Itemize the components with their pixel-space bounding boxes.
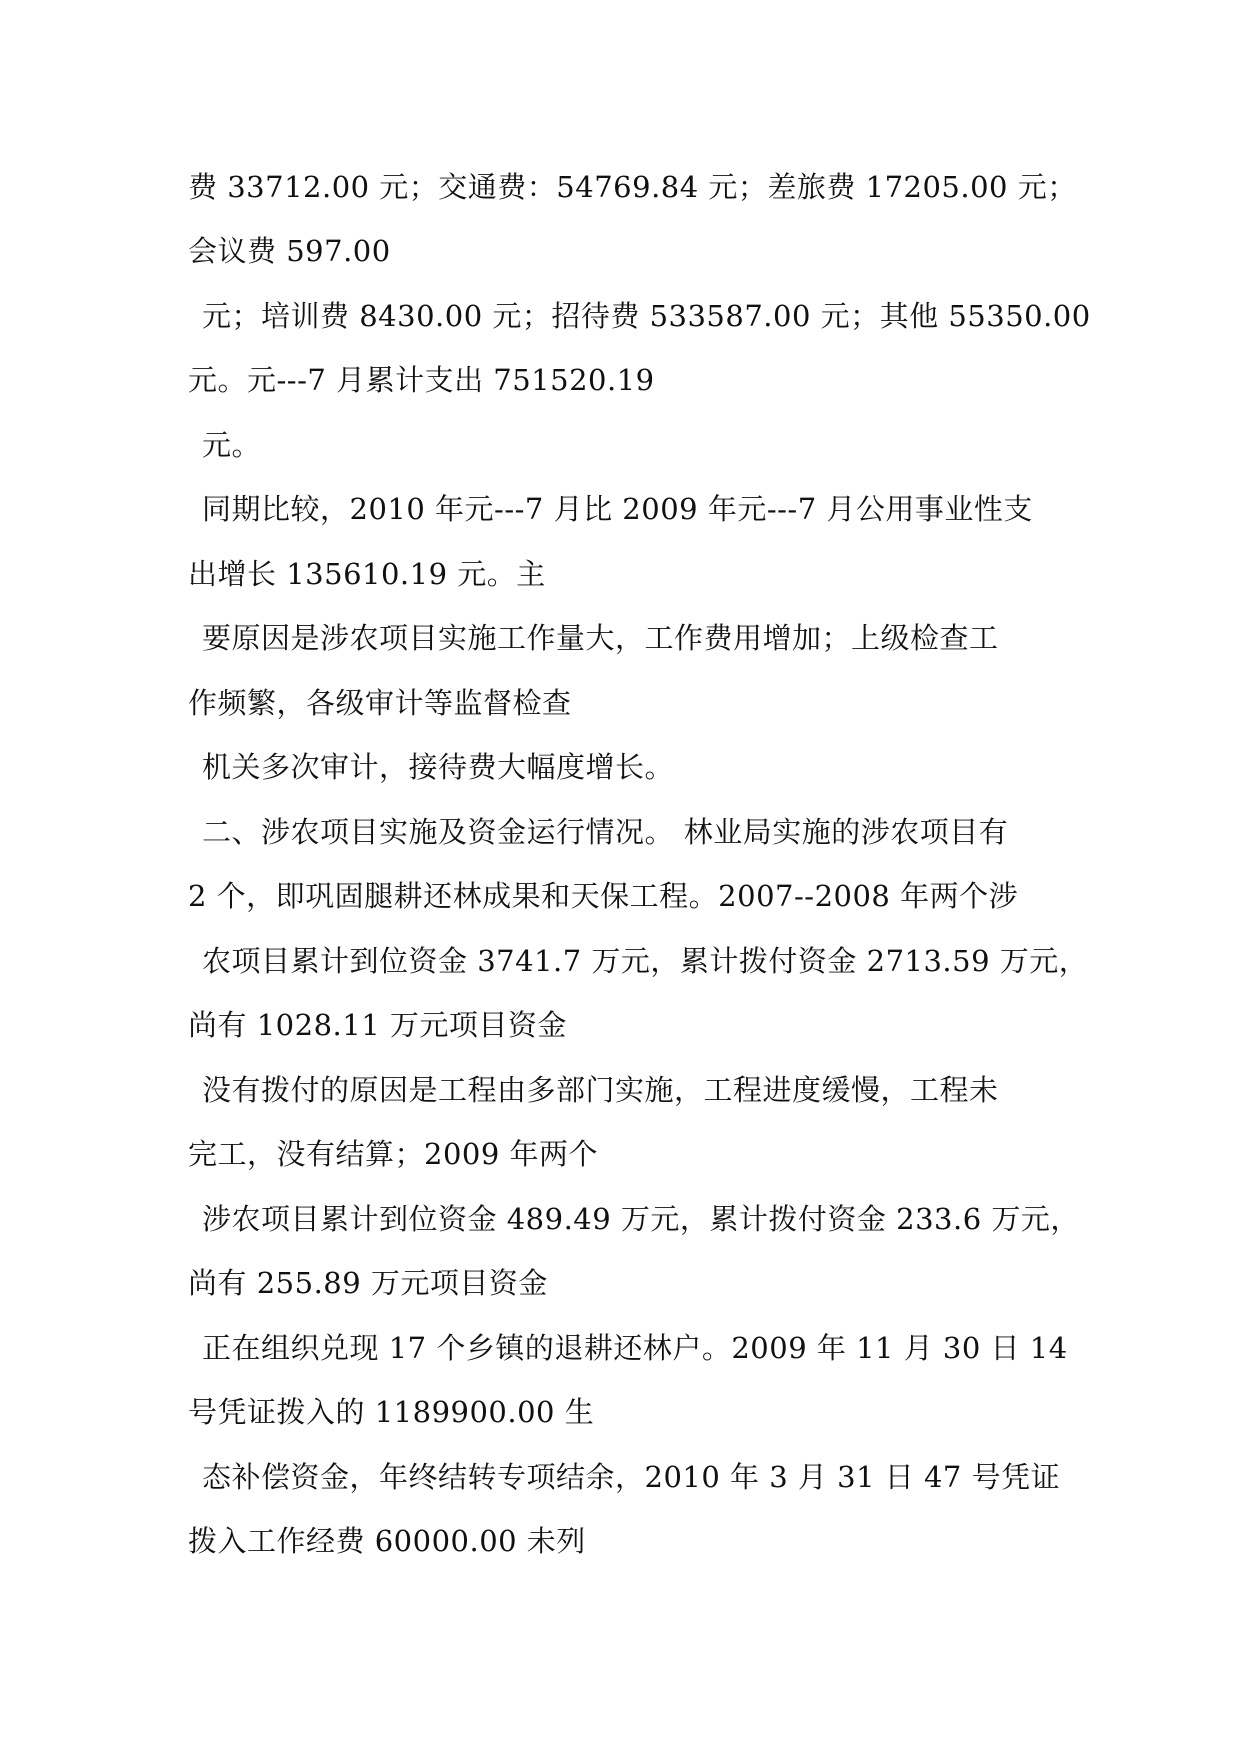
- text-line: 号凭证拨入的 1189900.00 生: [188, 1395, 595, 1429]
- text-line: 费 33712.00 元；交通费：54769.84 元；差旅费 17205.00 元；: [188, 170, 1077, 204]
- text-line: 机关多次审计，接待费大幅度增长。: [202, 750, 675, 784]
- text-line: 元；培训费 8430.00 元；招待费 533587.00 元；其他 55350.00: [202, 299, 1091, 333]
- text-line: 出增长 135610.19 元。主: [188, 557, 546, 591]
- text-line: 尚有 1028.11 万元项目资金: [188, 1008, 567, 1042]
- text-line: 会议费 597.00: [188, 234, 391, 268]
- text-line: 同期比较，2010 年元---7 月比 2009 年元---7 月公用事业性支: [202, 492, 1033, 526]
- text-line: 要原因是涉农项目实施工作量大，工作费用增加；上级检查工: [202, 621, 999, 655]
- text-line: 拨入工作经费 60000.00 未列: [188, 1524, 586, 1558]
- text-line: 作频繁，各级审计等监督检查: [188, 686, 572, 720]
- text-line: 完工，没有结算；2009 年两个: [188, 1137, 599, 1171]
- text-line: 态补偿资金，年终结转专项结余，2010 年 3 月 31 日 47 号凭证: [202, 1460, 1061, 1494]
- text-line: 元。元---7 月累计支出 751520.19: [188, 363, 655, 397]
- text-line: 农项目累计到位资金 3741.7 万元，累计拨付资金 2713.59 万元，: [202, 944, 1089, 978]
- text-line: 元。: [202, 428, 262, 462]
- text-line: 2 个，即巩固腿耕还林成果和天保工程。2007--2008 年两个涉: [188, 879, 1019, 913]
- text-line: 二、涉农项目实施及资金运行情况。 林业局实施的涉农项目有: [202, 815, 1009, 849]
- text-line: 涉农项目累计到位资金 489.49 万元，累计拨付资金 233.6 万元，: [202, 1202, 1080, 1236]
- text-line: 尚有 255.89 万元项目资金: [188, 1266, 548, 1300]
- text-line: 没有拨付的原因是工程由多部门实施，工程进度缓慢，工程未: [202, 1073, 999, 1107]
- text-line: 正在组织兑现 17 个乡镇的退耕还林户。2009 年 11 月 30 日 14: [202, 1331, 1068, 1365]
